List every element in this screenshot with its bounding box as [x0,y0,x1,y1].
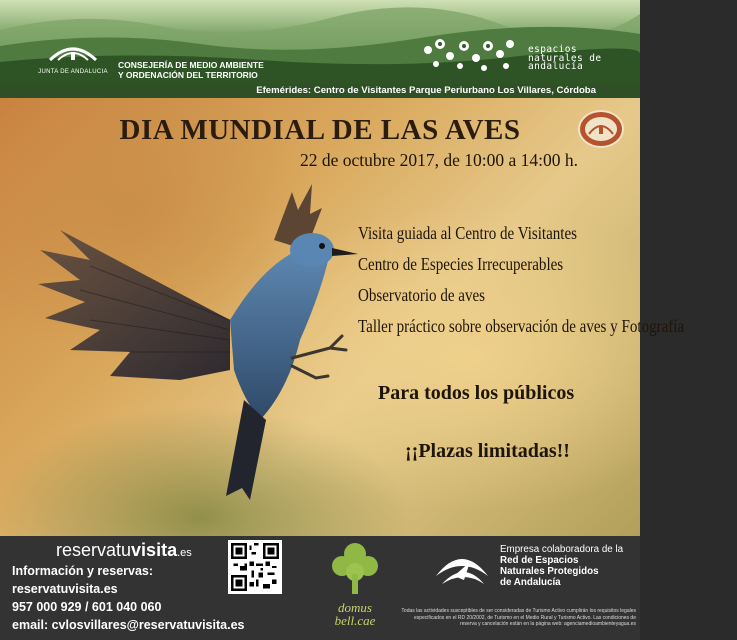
empresa-line-4: de Andalucía [500,577,561,588]
junta-de-andalucia-logo-icon [46,42,100,62]
poster-body [0,98,685,536]
logo-part-1: reservatu [56,540,132,560]
activity-item: Centro de Especies Irrecuperables [358,254,564,274]
activity-item: Visita guiada al Centro de Visitantes [358,223,578,243]
logo-part-3: .es [177,547,192,559]
header-banner [0,0,640,98]
event-title: DIA MUNDIAL DE LAS AVES [119,114,521,146]
phone-numbers[interactable]: 957 000 929 / 601 040 060 [12,600,162,614]
tree-logo-icon [328,540,382,596]
empresa-line-1: Empresa colaboradora de la [500,544,624,555]
domus-bellcae-logo[interactable] [310,540,400,626]
swoosh-logo-icon [432,546,492,592]
espacios-line-3: andalucía [528,61,584,72]
circular-emblem [578,110,624,148]
website-link[interactable]: reservatuvisita.es [12,582,118,596]
info-label: Información y reservas: [12,564,154,578]
email-link[interactable]: email: cvlosvillares@reservatuvisita.es [12,618,245,632]
espacios-line-1: espacios [528,44,577,55]
junta-label: JUNTA DE ANDALUCIA [38,69,108,75]
limited-places-text: ¡¡Plazas limitadas!! [405,440,570,462]
espacios-line-2: naturales de [528,52,602,64]
efemerides-bar: Efemérides: Centro de Visitantes Parque Periurbano Los Villares, Córdoba [0,84,640,98]
event-date: 22 de octubre 2017, de 10:00 a 14:00 h. [300,150,579,170]
legal-fineprint: Todas las actividades susceptibles de ser consideradas de Turismo Activo cumplirán los requisitos legales especificados en el RD 20/2002, de Turismo en el Medio Rural y Turismo Activo. Las condiciones de reserva y cancelación están en la página web: agenciamedioambienteyagua.es [401,608,636,627]
contact-info [12,562,244,634]
domus-line-1: domus [338,600,372,615]
flower-pattern-icon [420,36,518,76]
circular-emblem-icon [580,112,622,146]
audience-text: Para todos los públicos [378,382,575,404]
activity-item: Observatorio de aves [358,285,486,305]
domus-line-2: bell.cae [334,613,376,628]
qr-code[interactable] [228,540,282,594]
espacios-naturales-logo[interactable] [528,46,601,72]
activity-item: Taller práctico sobre observación de aves y Fotografía [358,316,685,336]
logo-part-2: visita [131,540,178,560]
consejeria-line-2: Y ORDENACIÓN DEL TERRITORIO [118,70,258,80]
bird-illustration-icon [30,180,360,510]
reservatuvisita-logo[interactable] [56,540,192,561]
activities-list [358,218,737,342]
consejeria-text [118,60,264,80]
empresa-line-3: Naturales Protegidos [500,566,599,577]
empresa-colaboradora [500,544,623,588]
consejeria-line-1: CONSEJERÍA DE MEDIO AMBIENTE [118,60,264,70]
empresa-line-2: Red de Espacios [500,555,579,566]
footer-bar [0,536,640,640]
qr-code-icon [231,543,279,591]
junta-de-andalucia-logo[interactable] [38,42,108,75]
